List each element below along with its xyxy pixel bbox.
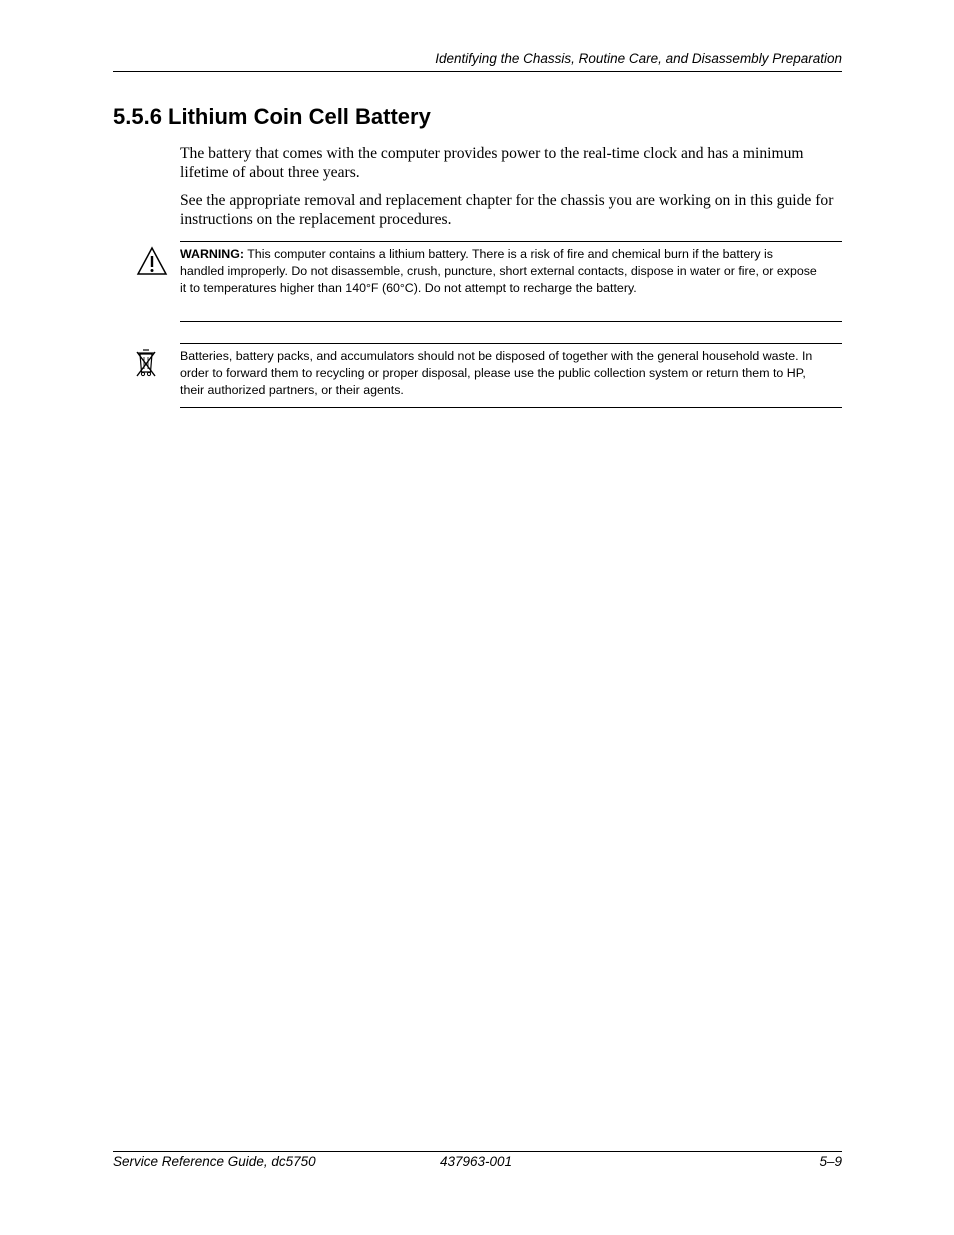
body-paragraph-2: See the appropriate removal and replacement chapter for the chassis you are working on in this guide for instructions on the replacement procedures. bbox=[180, 192, 834, 228]
footer-guide-title: Service Reference Guide, dc5750 bbox=[113, 1154, 316, 1169]
running-header-title: Identifying the Chassis, Routine Care, and Disassembly Preparation bbox=[435, 51, 842, 66]
disposal-top-rule bbox=[180, 343, 842, 344]
footer-page-number: 5–9 bbox=[819, 1154, 842, 1169]
footer-rule bbox=[113, 1151, 842, 1152]
warning-bottom-rule bbox=[180, 321, 842, 322]
body-paragraph-1: The battery that comes with the computer provides power to the real-time clock and has a minimum lifetime of about three years. bbox=[180, 145, 804, 181]
header-rule bbox=[113, 71, 842, 72]
disposal-text: Batteries, battery packs, and accumulators should not be disposed of together with the general household waste. In order to forward them to recycling or proper disposal, please use the public collection system or return them to HP, their authorized partners, or their agents. bbox=[180, 349, 813, 398]
section-title: 5.5.6 Lithium Coin Cell Battery bbox=[113, 104, 431, 129]
disposal-bottom-rule bbox=[180, 407, 842, 408]
crossed-out-bin-icon bbox=[135, 348, 157, 378]
warning-label: WARNING: bbox=[180, 247, 245, 261]
warning-text bbox=[180, 246, 820, 298]
warning-body: This computer contains a lithium battery. There is a risk of fire and chemical burn if the battery is handled improperly. Do not disassemble, crush, puncture, short external contacts, dispose in water or fire, or expose it to temperatures higher than 140°F (60°C). Do not attempt to recharge the battery. bbox=[180, 247, 817, 296]
warning-top-rule bbox=[180, 241, 842, 242]
warning-triangle-icon bbox=[136, 246, 168, 276]
footer-part-number: 437963-001 bbox=[440, 1154, 513, 1169]
